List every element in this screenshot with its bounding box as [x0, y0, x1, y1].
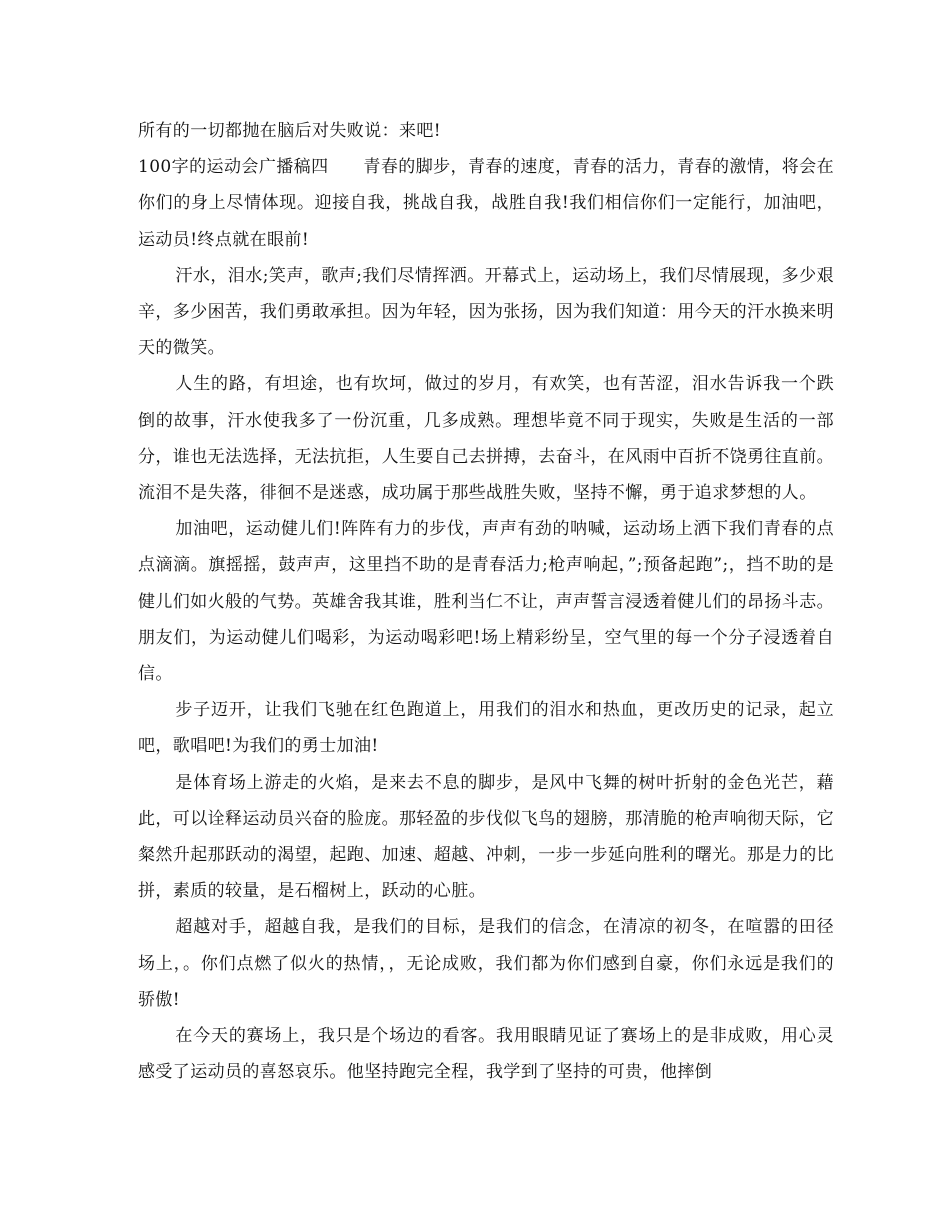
paragraph: 人生的路，有坦途，也有坎坷，做过的岁月，有欢笑，也有苦涩，泪水告诉我一个跌倒的故事，汗水使我多了一份沉重，几多成熟。理想毕竟不同于现实，失败是生活的一部分，谁也无法选择，无法抗拒，人生要自己去拼搏，去奋斗，在风雨中百折不饶勇往直前。流泪不是失落，徘徊不是迷惑，成功属于那些战胜失败，坚持不懈，勇于追求梦想的人。	[138, 374, 834, 504]
paragraph: 在今天的赛场上，我只是个场边的看客。我用眼睛见证了赛场上的是非成败，用心灵感受了运动员的喜怒哀乐。他坚持跑完全程，我学到了坚持的可贵，他摔倒	[138, 1026, 834, 1083]
paragraph: 步子迈开，让我们飞驰在红色跑道上，用我们的泪水和热血，更改历史的记录，起立吧，歌唱吧!为我们的勇士加油!	[138, 700, 834, 757]
paragraph: 汗水，泪水;笑声，歌声;我们尽情挥洒。开幕式上，运动场上，我们尽情展现，多少艰辛，多少困苦，我们勇敢承担。因为年轻，因为张扬，因为我们知道：用今天的汗水换来明天的微笑。	[138, 265, 834, 359]
paragraph: 100字的运动会广播稿四 青春的脚步，青春的速度，青春的活力，青春的激情，将会在你们的身上尽情体现。迎接自我，挑战自我，战胜自我!我们相信你们一定能行，加油吧，运动员!终点就在眼前!	[138, 157, 834, 250]
paragraph: 所有的一切都抛在脑后对失败说：来吧!	[138, 121, 442, 141]
paragraph: 超越对手，超越自我，是我们的目标，是我们的信念，在清凉的初冬，在喧嚣的田径场上，。你们点燃了似火的热情，，无论成败，我们都为你们感到自豪，你们永远是我们的骄傲!	[138, 917, 834, 1010]
paragraph: 加油吧，运动健儿们!阵阵有力的步伐，声声有劲的呐喊，运动场上洒下我们青春的点点滴滴。旗摇摇，鼓声声，这里挡不助的是青春活力;枪声响起，”;预备起跑”;，挡不助的是健儿们如火般的气势。英雄舍我其谁，胜利当仁不让，声声誓言浸透着健儿们的昂扬斗志。朋友们，为运动健儿们喝彩，为运动喝彩吧!场上精彩纷呈，空气里的每一个分子浸透着自信。	[138, 519, 834, 685]
paragraph: 是体育场上游走的火焰，是来去不息的脚步，是风中飞舞的树叶折射的金色光芒，藉此，可以诠释运动员兴奋的脸庞。那轻盈的步伐似飞鸟的翅膀，那清脆的枪声响彻天际，它粲然升起那跃动的渴望，起跑、加速、超越、冲刺，一步一步延向胜利的曙光。那是力的比拼，素质的较量，是石榴树上，跃动的心脏。	[138, 772, 834, 902]
document-page	[138, 113, 834, 1090]
